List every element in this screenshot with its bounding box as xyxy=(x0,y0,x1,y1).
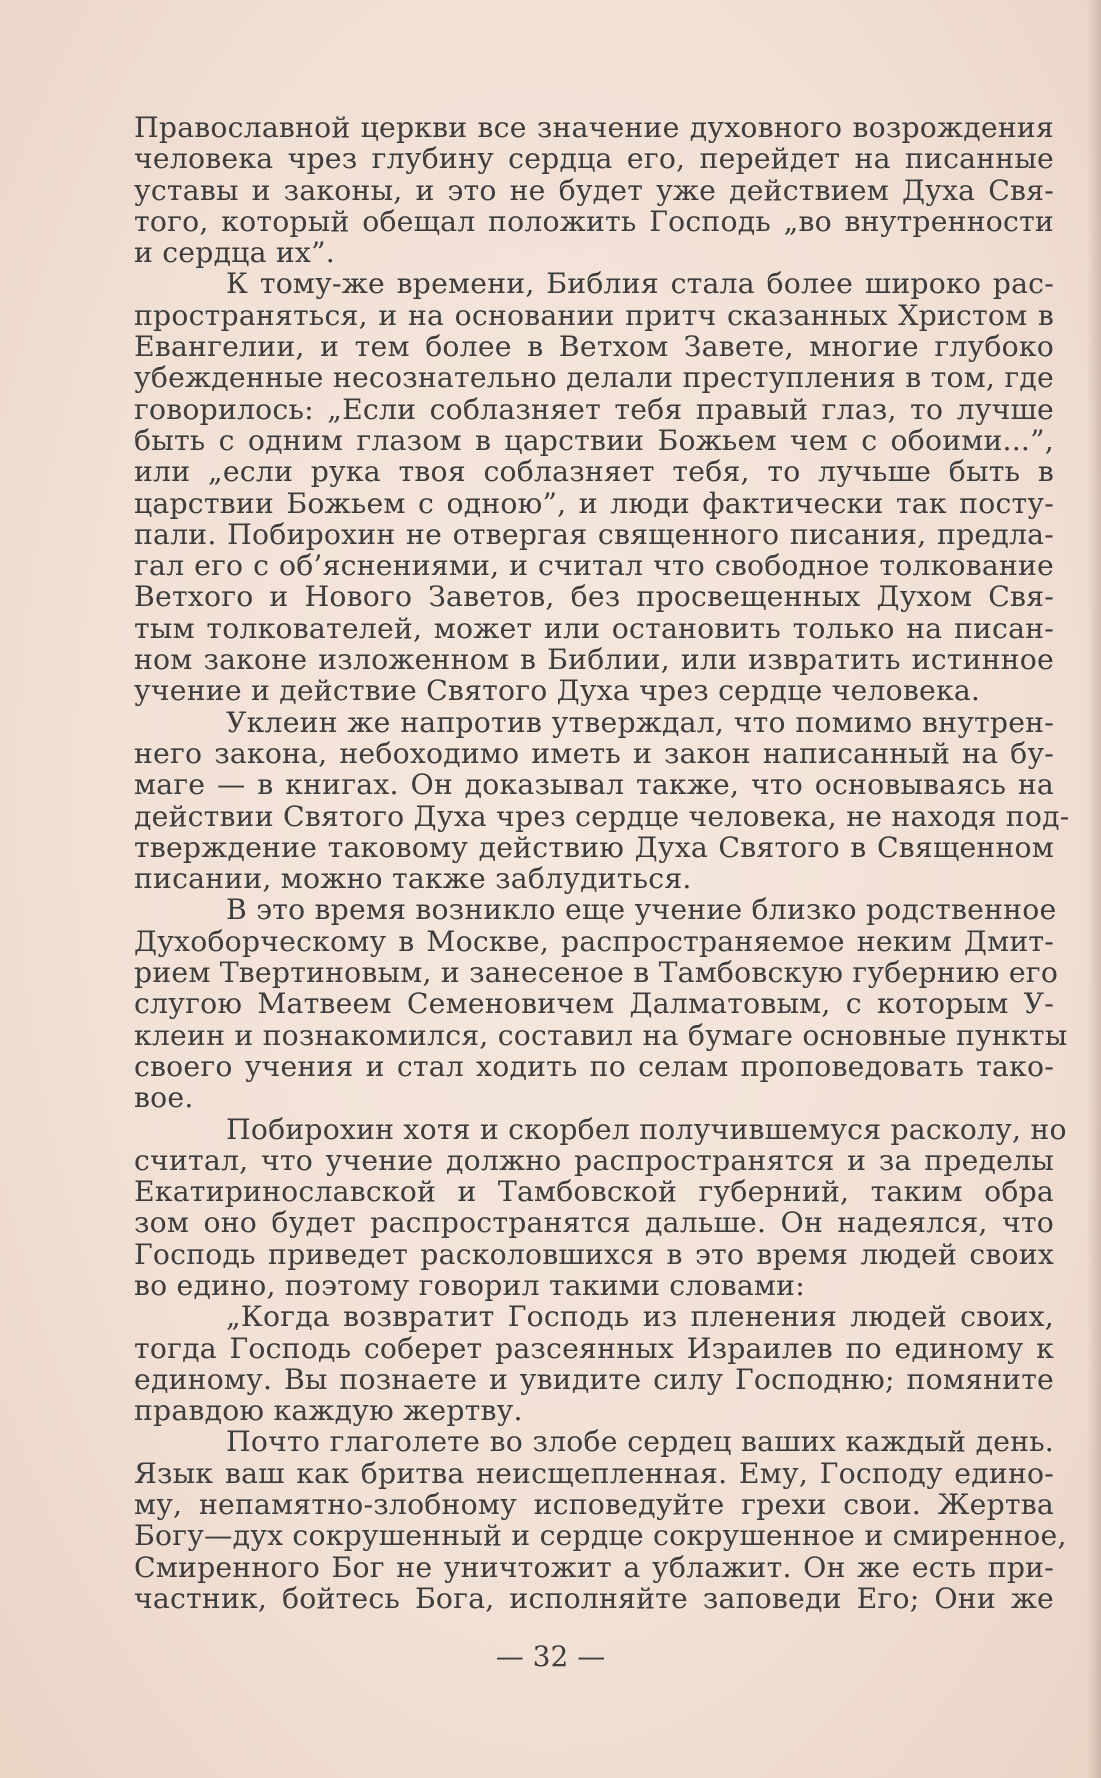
text-line: Ветхого и Нового Заветов, без просвещенных Духом Свя- xyxy=(134,580,1054,614)
text-line: единому. Вы познаете и увидите силу Господню; помяните xyxy=(134,1362,1054,1396)
text-line: Побирохин хотя и скорбел получившемуся расколу, но xyxy=(226,1112,1067,1146)
text-line: во едино, поэтому говорил такими словами: xyxy=(134,1268,805,1302)
paragraph xyxy=(134,1112,1067,1302)
paragraph xyxy=(134,1301,1054,1426)
text-line: Евангелии, и тем более в Ветхом Завете, многие глубоко xyxy=(134,330,1054,364)
paragraph xyxy=(134,705,1070,896)
text-line: царствии Божьем с одною”, и люди фактически так посту- xyxy=(134,486,1054,520)
text-line: „Когда возвратит Господь из пленения людей своих, xyxy=(226,1300,1054,1334)
text-line: Смиренного Бог не уничтожит а ублажит. Он же есть при- xyxy=(134,1550,1054,1584)
text-line: человека чрез глубину сердца его, перейдет на писанные xyxy=(134,142,1054,176)
text-line: слугою Матвеем Семеновичем Далматовым, с которым У- xyxy=(134,987,1054,1021)
text-line: ном законе изложенном в Библии, или извратить истинное xyxy=(134,643,1054,677)
text-line: говорилось: „Если соблазняет тебя правый глаз, то лучше xyxy=(134,392,1054,426)
text-line: К тому-же времени, Библия стала более широко рас- xyxy=(226,267,1054,301)
text-line: Господь приведет расколовшихся в это время людей своих xyxy=(134,1237,1054,1271)
text-line: действии Святого Духа чрез сердце человека, не находя под- xyxy=(134,799,1070,833)
text-line: Уклеин же напротив утверждал, что помимо внутрен- xyxy=(226,705,1054,739)
text-line: уставы и законы, и это не будет уже действием Духа Свя- xyxy=(134,173,1054,207)
body-text xyxy=(134,111,1070,1615)
page-number: — 32 — xyxy=(495,1640,606,1673)
text-line: писании, можно также заблудиться. xyxy=(134,862,692,896)
text-line: В это время возникло еще учение близко родственное xyxy=(226,893,1057,927)
text-line: Духоборческому в Москве, распространяемое неким Дмит- xyxy=(134,924,1054,958)
text-line: тым толкователей, может или остановить только на писан- xyxy=(134,611,1054,645)
text-line: и сердца их”. xyxy=(134,236,335,270)
text-line: него закона, небоходимо иметь и закон написанный на бу- xyxy=(134,736,1054,770)
text-line: рием Твертиновым, и занесеное в Тамбовскую губернию его xyxy=(134,956,1059,990)
text-line: маге — в книгах. Он доказывал также, что основываясь на xyxy=(134,768,1054,802)
text-line: быть с одним глазом в царствии Божьем чем с обоими...”, xyxy=(134,423,1054,457)
text-line: пали. Побирохин не отвергая священного писания, предла- xyxy=(134,517,1054,551)
text-line: того, который обещал положить Господь „во внутренности xyxy=(134,204,1054,238)
text-line: пространяться, и на основании притч сказанных Христом в xyxy=(134,298,1054,332)
text-line: тверждение таковому действию Духа Святого в Священном xyxy=(134,830,1054,864)
text-line: вое. xyxy=(134,1081,194,1115)
text-line: Почто глаголете во злобе сердец ваших каждый день. xyxy=(226,1425,1054,1459)
text-line: правдою каждую жертву. xyxy=(134,1394,523,1428)
text-line: тогда Господь соберет разсеянных Израилев по единому к xyxy=(134,1331,1054,1365)
text-line: Богу—дух сокрушенный и сердце сокрушенное и смиренное, xyxy=(134,1519,1067,1553)
text-line: Екатиринославской и Тамбовской губерний, таким обра xyxy=(134,1175,1054,1209)
text-line: учение и действие Святого Духа чрез сердце человека. xyxy=(134,674,981,708)
text-line: клеин и познакомился, составил на бумаге основные пункты xyxy=(134,1018,1068,1052)
text-line: Православной церкви все значение духовного возрождения xyxy=(134,111,1054,144)
text-line: убежденные несознательно делали преступления в том, где xyxy=(134,361,1054,395)
paragraph xyxy=(134,112,1054,268)
text-line: зом оно будет распространятся дальше. Он надеялся, что xyxy=(134,1206,1054,1240)
page-edge-shadow xyxy=(1087,0,1101,1778)
paragraph xyxy=(134,1425,1067,1615)
text-line: частник, бойтесь Бога, исполняйте заповеди Его; Они же xyxy=(134,1581,1054,1615)
text-line: гал его с об’яснениями, и считал что свободное толкование xyxy=(134,549,1054,583)
text-line: своего учения и стал ходить по селам проповедовать тако- xyxy=(134,1049,1054,1083)
text-line: считал, что учение должно распространятся и за пределы xyxy=(134,1143,1054,1177)
text-line: му, непамятно-злобному исповедуйте грехи свои. Жертва xyxy=(134,1488,1054,1522)
text-line: Язык ваш как бритва неисщепленная. Ему, Господу едино- xyxy=(134,1456,1054,1490)
text-line: или „если рука твоя соблазняет тебя, то лучьше быть в xyxy=(134,455,1054,489)
paragraph xyxy=(134,893,1068,1115)
paragraph xyxy=(134,268,1054,706)
